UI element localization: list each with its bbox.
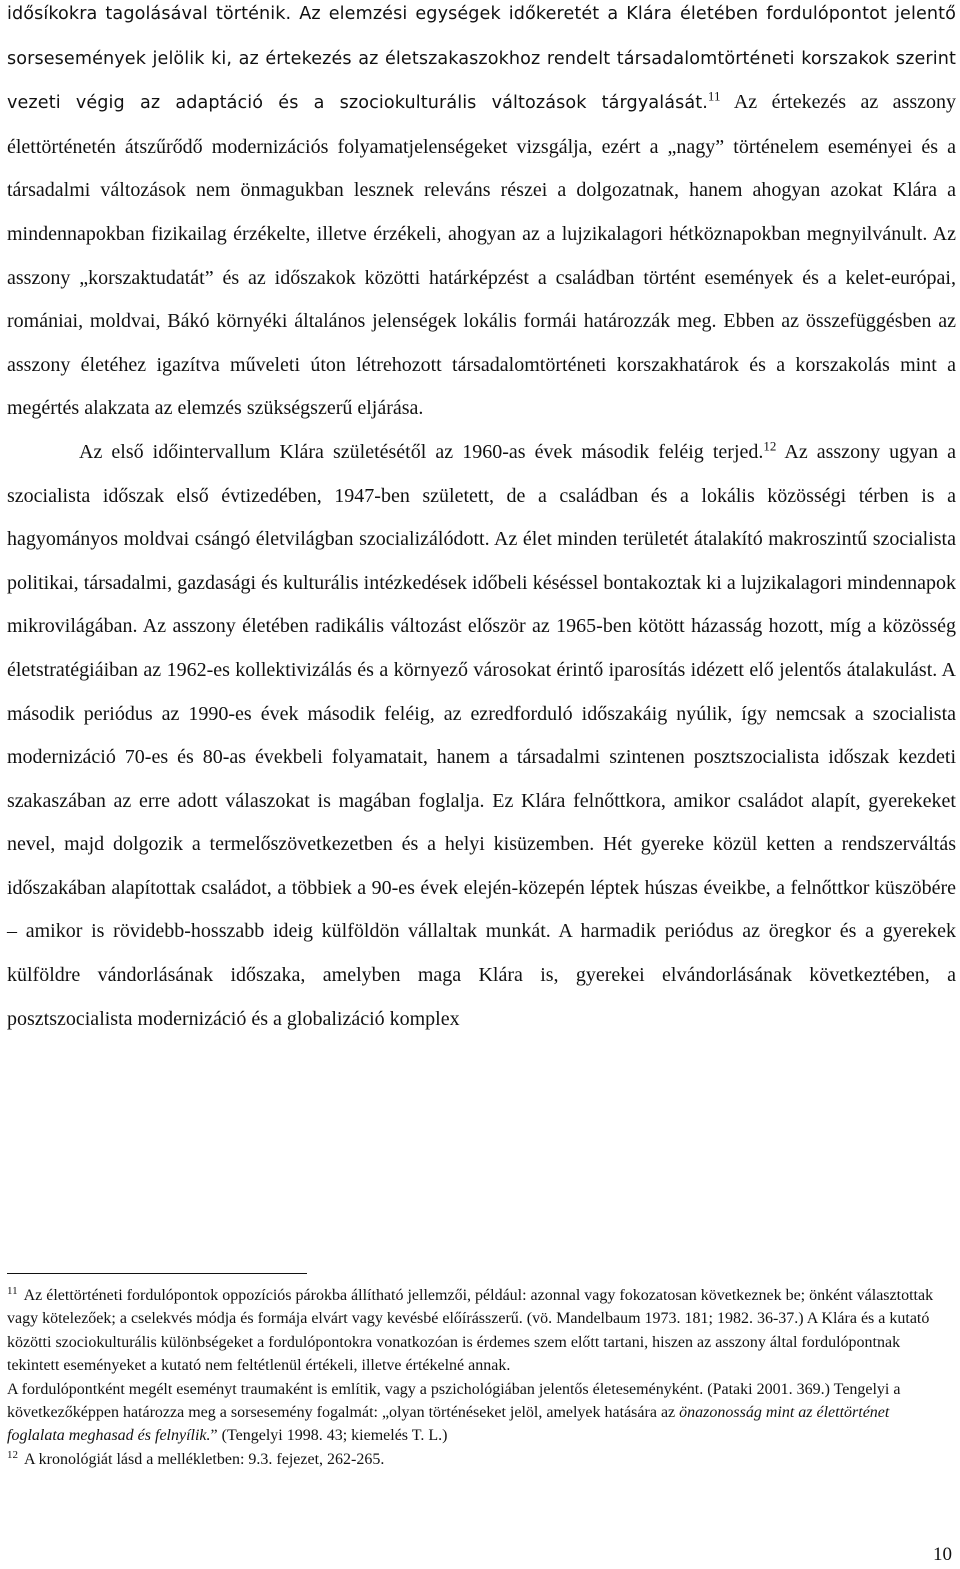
paragraph-2-text: Az asszony ugyan a szocialista időszak első évtizedében, 1947-ben született, de a családban és a lokális közösségi térben is a hagyományos moldvai csángó életvilágban szocializálódott. Az élet minden területét átalakító makroszintű szocialista politikai, társadalmi, gazdasági és kulturális intézkedések időbeli késéssel bontakoztak ki a lujzikalagori mindennapok mikrovilágában. Az asszony életében radikális változást először az 1965-ben kötött házasság hozott, míg a közösség életstratégiáiban az 1962-es kollektivizálás és a környező városokat érintő iparosítás idézett elő jelentős átalakulást. A második periódus az 1990-es évek második feléig, az ezredforduló időszakáig nyúlik, így nemcsak a szocialista modernizáció 70-es és 80-as évekbeli folyamatait, hanem a társadalmi szintenen posztszocialista időszak kezdeti szakaszában az erre adott válaszokat is magában foglalja. Ez Klára felnőttkora, amikor családot alapít, gyerekeket nevel, majd dolgozik a termelőszövetkezetben és a helyi kisüzemben. Hét gyereke közül ketten a rendszerváltás időszakában alapítottak családot, a többiek a 90-es évek elején-közepén léptek húszas éveikbe, a felnőttkor küszöbére – amikor is rövidebb-hosszabb ideig külföldön vállaltak munkát. A harmadik periódus az öregkor és a gyerekek külföldre vándorlásának időszaka, amelyben maga Klára is, gyerekei elvándorlásának következtében, a posztszocialista modernizáció és a globalizáció komplex bbox=[7, 440, 956, 1030]
paragraph-2-lead-text: Az első időintervallum Klára születésétől az 1960-as évek második feléig terjed. bbox=[79, 440, 764, 463]
footnote-separator bbox=[7, 1273, 307, 1274]
footnote-ref-11[interactable]: 11 bbox=[707, 88, 721, 104]
body-paragraph-2 bbox=[7, 431, 956, 1041]
footnote-11 bbox=[7, 1284, 949, 1378]
footnote-ref-12[interactable]: 12 bbox=[763, 438, 777, 454]
footnote-12 bbox=[7, 1448, 949, 1471]
paragraph-1-lead-text: idősíkokra tagolásával történik. Az elemzési egységek időkeretét a Klára életében fordulópontot jelentő sorsesemények jelölik ki, az értekezés az életszakaszokhoz rendelt társadalomtörténeti korszakok szerint vezeti végig az adaptáció és a szociokulturális változások tárgyalását. bbox=[7, 4, 956, 114]
paragraph-1-text: Az értekezés az asszony élettörténetén átszűrődő modernizációs folyamatjelenségeket vizsgálja, ezért a „nagy” történelem eseményei és a társadalmi változások nem önmagukban lesznek releváns részei a dolgozatnak, hanem ahogyan azokat Klára a mindennapokban fizikailag érzékelte, illetve érzékeli, ahogyan az a lujzikalagori hétköznapokban megnyilvánult. Az asszony „korszaktudatát” és az időszakok közötti határképzést a családban történt események és a kelet-európai, romániai, moldvai, Bákó környéki általános jelenségek lokális formái határozzák meg. Ebben az összefüggésben az asszony életéhez igazítva műveleti úton létrehozott társadalomtörténeti korszakhatárok és a korszakolás mint a megértés alakzata az elemzés szükségszerű eljárása. bbox=[7, 91, 956, 420]
footnote-11-continued bbox=[7, 1378, 949, 1448]
page-body bbox=[7, 0, 956, 1041]
footnote-11-mark: 11 bbox=[7, 1284, 18, 1297]
page-number: 10 bbox=[933, 1544, 952, 1565]
footnote-12-text: A kronológiát lásd a mellékletben: 9.3. fejezet, 262-265. bbox=[24, 1450, 385, 1468]
footnote-11-text: Az élettörténeti fordulópontok oppozíciós párokba állítható jellemzői, például: azonnal vagy fokozatosan következnek be; önként választottak vagy kötelezőek; a cselekvés módja és formája elvárt vagy kevésbé előírásszerű. (vö. Mandelbaum 1973. 181; 1982. 36-37.) A Klára és a kutató közötti szociokulturális különbségeket a fordulópontokra vonatkozóan is érdemes szem előtt tartani, hiszen az asszony által fordulópontnak tekintett eseményeket a kutató nem feltétlenül értékeli, illetve értékelné annak. bbox=[7, 1287, 934, 1375]
footnote-11-text-3: ” (Tengelyi 1998. 43; kiemelés T. L.) bbox=[210, 1427, 448, 1445]
footnote-12-mark: 12 bbox=[7, 1448, 18, 1461]
footnotes-section bbox=[7, 1284, 949, 1471]
footnote-11-text-2: A fordulópontként megélt eseményt traumaként is említik, vagy a pszichológiában jelentős életeseményként. (Pataki 2001. 369.) Tengelyi a következőképpen határozza meg a sorsesemény fogalmát: „olyan történéseket jelöl, amelyek hatására az bbox=[7, 1380, 901, 1422]
footnote-11-italic-quote: önazonosság mint az élettörténet foglalata meghasad és felnyílik. bbox=[7, 1404, 890, 1445]
body-paragraph-1 bbox=[7, 0, 956, 431]
